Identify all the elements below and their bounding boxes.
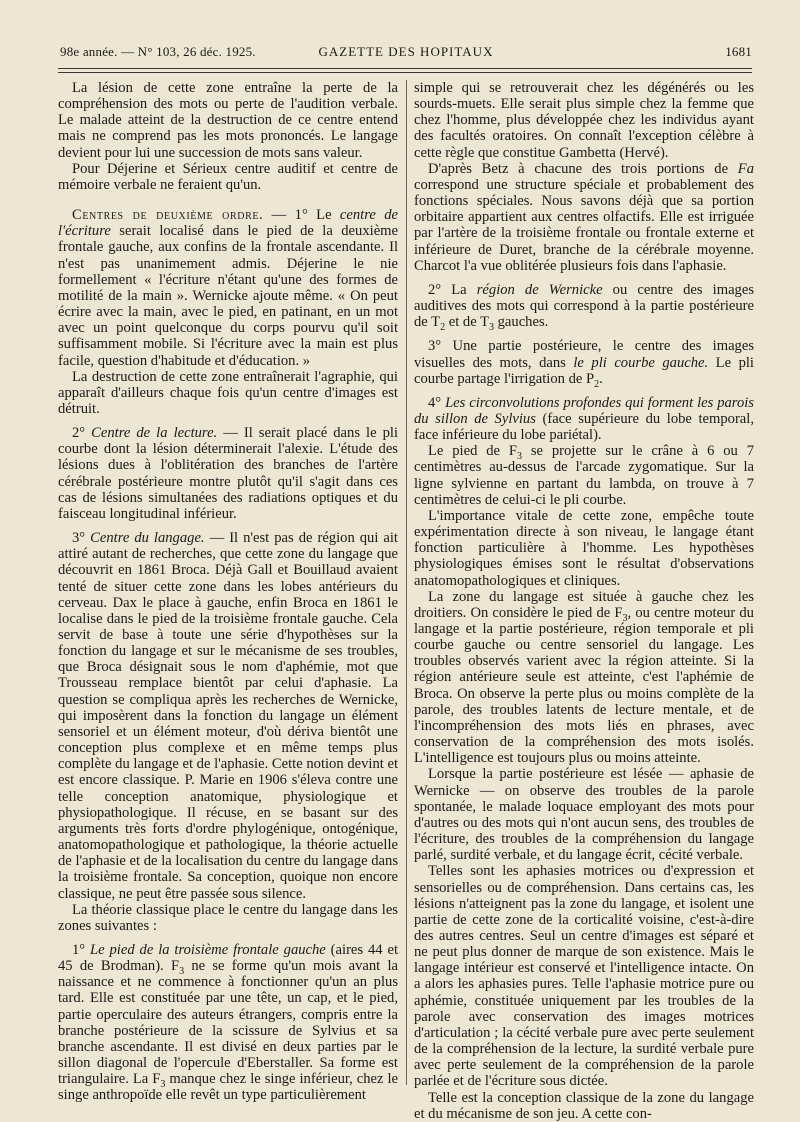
paragraph: 3° Une partie postérieure, le centre des images visuelles des mots, dans le pli courbe gauche. Le pli courbe partage l'irrigation de $P_2$. — [414, 338, 754, 390]
section-heading: Centres de deuxième ordre. — [72, 207, 264, 224]
column-divider — [406, 80, 407, 1085]
term-emphasis: centre de l'écriture — [58, 207, 398, 240]
term-emphasis: Centre de la lecture. — [91, 425, 218, 442]
paragraph: 1° Le pied de la troisième frontale gauche (aires 44 et 45 de Brodman). $F_3$ ne se forme qu'un mois avant la naissance et ne commence à fonctionner qu'un an plus tard. Elle est constituée par une tête, un cap, et le pied, partie operculaire des auteurs étrangers, compris entre la branche postérieure de la scissure de Sylvius et sa branche ascendante. Il est divisé en deux parties par le sillon diagonal de l'opercule d'Eberstaller. Sa forme est triangulaire. La $F_3$ manque chez le singe inférieur, chez le singe anthropoïde elle revêt un type particulièrement — [58, 941, 398, 1104]
term-emphasis: Centre du langage. — [90, 530, 205, 547]
header-rule-thin — [58, 72, 752, 73]
paragraph: simple qui se retrouverait chez les dégénérés ou les sourds-muets. Elle serait plus simple chez la femme que chez l'homme, plus développée chez les individus ayant des facultés oratoires. On connaît l'exception célèbre à cette règle que constitue Gambetta (Hervé). — [414, 80, 754, 161]
paragraph: La zone du langage est située à gauche chez les droitiers. On considère le pied de $F_3$, ou centre moteur du langage et la partie postérieure, région temporale et pli courbe gauche ou centre sensoriel du langage. Les troubles observés varient avec la région atteinte. Si la région antérieure seule est atteinte, c'est l'aphémie de Broca. On observe la perte plus ou moins complète de la parole, des troubles latents de lecture mentale, et de l'incompréhension des mots liés en phrases, avec conservation de la compréhension des mots isolés. L'intelligence est toujours plus ou moins atteinte. — [414, 588, 754, 767]
paragraph: La théorie classique place le centre du langage dans les zones suivantes : — [58, 901, 398, 934]
paragraph: La destruction de cette zone entraînerait l'agraphie, qui apparaît d'ailleurs chaque fois qu'un centre d'images est détruit. — [58, 368, 398, 417]
term-emphasis: Les circonvolutions profondes qui forment les parois du sillon de Sylvius — [414, 394, 754, 427]
paragraph: Le pied de $F_3$ se projette sur le crâne à 6 ou 7 centimètres au-dessus de l'arcade zygomatique. Sur la ligne sylvienne en partant du lambda, on trouve à 7 centimètres de celui-ci le pli courbe. — [414, 443, 754, 508]
paragraph: 3° Centre du langage. — Il n'est pas de région qui ait attiré autant de recherches, que cette zone du langage que découvrit en 1861 Broca. Déjà Gall et Bouillaud avaient tenté de situer cette zone dans les lobes antérieurs du cerveau. Dax le place à gauche, enfin Broca en 1861 le localise dans le pied de la troisième frontale gauche. Cela servit de base à toute une série d'hypothèses sur la fonction du langage et sur le mécanisme de ses troubles, que Broca désignait sous le nom d'aphémie, mot que Trousseau remplace bientôt par celui d'aphasie. La question se compliqua après les recherches de Wernicke, qui imposèrent dans la fonction du langage un élément sensoriel et un élément moteur, d'où dériva bientôt une conception plus complexe et en même temps plus complète du langage et de l'aphasie. Cette notion devint et est encore classique. P. Marie en 1906 s'éleva contre une telle conception anatomique, physiologique et physiopathologique. Il récuse, en se basant sur des arguments très forts d'ordre phylogénique, ontogénique, anatomopathologique et pathologique, la théorie actuelle de l'aphasie et de la localisation du centre du langage dans la troisième frontale. Sa conception, quoique non encore classique, ne peut être passée sous silence. — [58, 530, 398, 902]
right-column — [414, 80, 754, 1122]
paragraph: La lésion de cette zone entraîne la perte de la compréhension des mots ou perte de l'audition verbale. Le malade atteint de la destruction de ce centre entend mais ne comprend pas les mots prononcés. Le langage devient pour lui une succession de mots sans valeur. — [58, 80, 398, 161]
issue-info: 98e année. — N° 103, 26 déc. 1925. — [60, 44, 256, 59]
term-emphasis: le pli courbe gauche. — [573, 354, 709, 371]
term-emphasis: région de Wernicke — [476, 281, 603, 298]
paragraph: Telles sont les aphasies motrices ou d'expression et sensorielles ou de compréhension. Dans certains cas, les lésions n'atteignent pas la zone du langage, et isolent une partie de cette zone de la corticalité voisine, c'est-à-dire des autres centres. Seul un centre d'images est séparé et ne peut plus donner de marque de son existence. Mais le langage intérieur est conservé et l'intelligence intacte. On a alors les aphasies pures. Telle l'aphasie motrice pure ou aphémie, constituée uniquement par les troubles de la parole avec conservation des images motrices d'articulation ; la cécité verbale pure avec perte seulement de la compréhension de la lecture, la surdité verbale pure avec perte seulement de la compréhension de la parole parlée et de l'écriture sous dictée. — [414, 863, 754, 1090]
page-header — [60, 40, 752, 64]
section-paragraph: Centres de deuxième ordre. — 1° Le centre de l'écriture serait localisé dans le pied de la deuxième frontale gauche, aux confins de la frontale ascendante. Il n'est pas unanimement admis. Déjerine le nie formellement « l'écriture n'étant qu'une des formes de motilité de la main ». Wernicke ajoute même. « On peut écrire avec la main, avec le pied, en patinant, en un mot avec un point quelconque du corps pourvu qu'il soit suffisamment mobile. Si l'écriture avec la main est plus facile, question d'habitude et d'éducation. » — [58, 207, 398, 369]
header-rule-thick — [58, 68, 752, 69]
journal-title: GAZETTE DES HOPITAUX — [318, 44, 494, 59]
paragraph: 2° Centre de la lecture. — Il serait placé dans le pli courbe dont la lésion déterminerait l'alexie. L'étude des lésions dues à l'oblitération des branches de l'artère cérébrale postérieure montre plutôt qu'il s'agit dans ces cas de lésions simultanées des radiations optiques et du faisceau longitudinal inférieur. — [58, 425, 399, 522]
paragraph: Pour Déjerine et Sérieux centre auditif et centre de mémoire verbale ne feraient qu'un. — [58, 160, 398, 193]
term-emphasis: Le pied de la troisième frontale gauche — [90, 941, 326, 958]
paragraph: L'importance vitale de cette zone, empêche toute expérimentation directe à son niveau, le langage étant fonction particulière à l'homme. Les hypothèses physiologiques émises sont le résultat d'observations anatomopathologiques et cliniques. — [414, 507, 754, 589]
paragraph: D'après Betz à chacune des trois portions de Fa correspond une structure spéciale et probablement des fonctions spéciales. Nous savons déjà que sa portion orbitaire appartient aux centres olfactifs. Elle est irriguée par l'artère de la troisième frontale ou frontale externe et inférieure de Duret, branche de la cérébrale moyenne. Charcot l'a vue oblitérée plusieurs fois dans l'aphasie. — [414, 160, 754, 274]
paragraph: 2° La région de Wernicke ou centre des images auditives des mots qui correspond à la partie postérieure de $T_2$ et de $T_3$ gauches. — [414, 281, 755, 334]
paragraph: Lorsque la partie postérieure est lésée — aphasie de Wernicke — on observe des troubles de la parole spontanée, le malade loquace employant des mots pour d'autres ou des mots qui n'ont aucun sens, des troubles de l'écriture, des troubles de la compréhension du langage parlé, surdité verbale, et du langage écrit, cécité verbale. — [414, 766, 754, 864]
paragraph: Telle est la conception classique de la zone du langage et du mécanisme de son jeu. A cette con- — [414, 1089, 754, 1122]
paragraph: 4° Les circonvolutions profondes qui forment les parois du sillon de Sylvius (face supérieure du lobe temporal, face inférieure du lobe pariétal). — [414, 394, 754, 444]
left-column — [58, 80, 398, 1104]
page-number: 1681 — [725, 44, 752, 59]
